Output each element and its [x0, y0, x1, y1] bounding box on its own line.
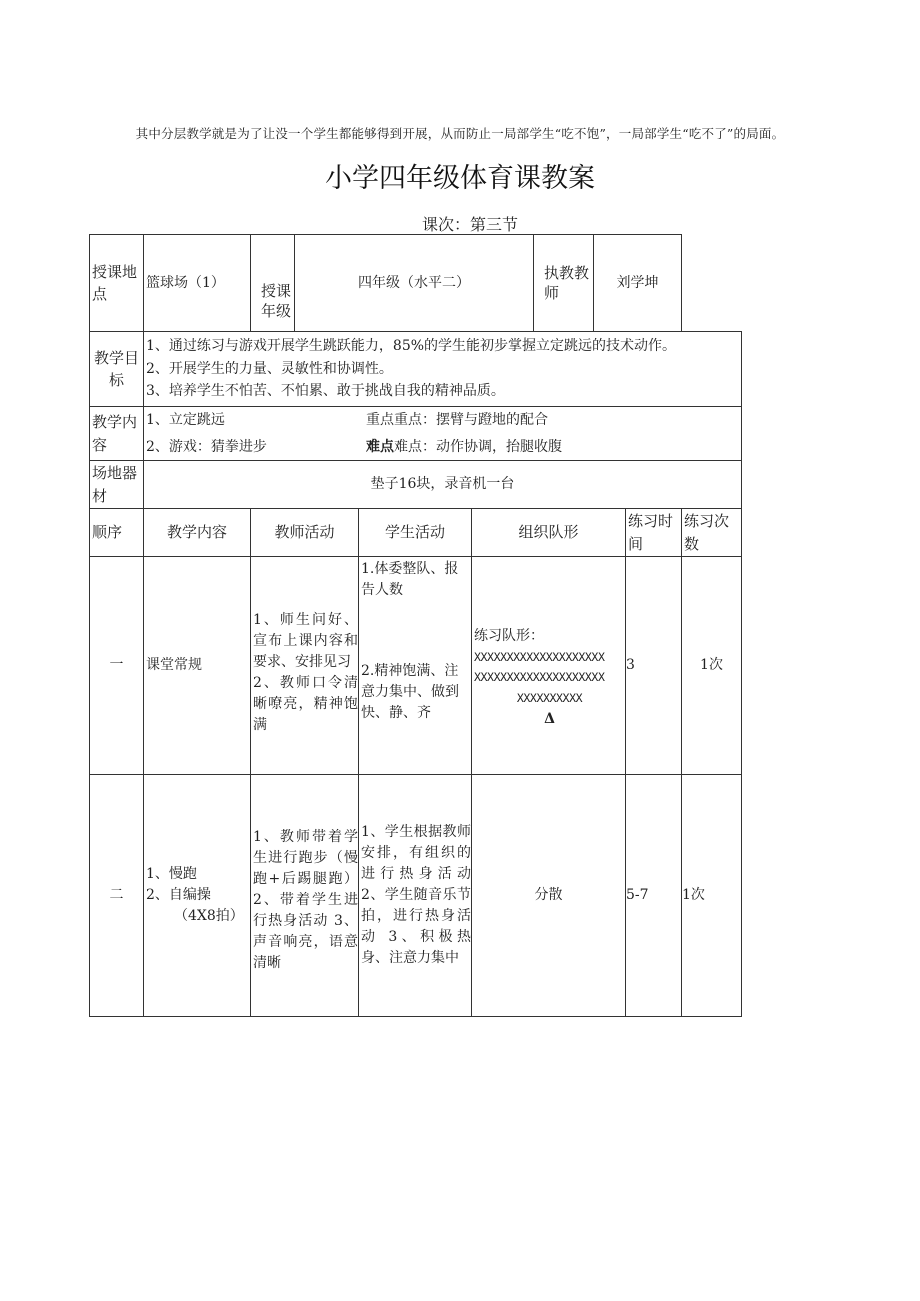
equipment-row — [90, 461, 742, 509]
equipment-label: 场地器材 — [90, 461, 144, 509]
row-teacher-activity: 1、教师带着学生进行跑步（慢跑+后踢腿跑）2、带着学生进行热身活动 3、声音响亮，语意清晰 — [251, 775, 359, 1017]
content-line: 2、自编操 — [146, 887, 211, 904]
goals-row — [90, 332, 742, 407]
teacher-value: 刘学坤 — [616, 274, 659, 291]
equipment-value: 垫子16块，录音机一台 — [144, 461, 742, 509]
row-order: 二 — [90, 775, 144, 1017]
difficulty-tag: 难点 — [366, 438, 394, 455]
goal-item: 2、开展学生的力量、灵敏性和协调性。 — [146, 360, 393, 377]
row-count: 1次 — [682, 775, 742, 1017]
intro-text: 其中分层教学就是为了让没一个学生都能够得到开展，从而防止一局部学生“吃不饱”，一局部学生“吃不了”的局面。 — [135, 126, 785, 141]
formation-line: XXXXXXXXXX — [516, 691, 583, 706]
content-item-2: 2、游戏：猜拳进步 — [146, 438, 267, 455]
content-label: 教学内容 — [90, 407, 144, 461]
content-item-1: 1、立定跳远 — [146, 412, 225, 428]
header-content: 教学内容 — [144, 509, 251, 557]
row-formation — [472, 557, 626, 775]
formation-line: XXXXXXXXXXXXXXXXXXXX — [474, 670, 605, 685]
schedule-header-row — [90, 509, 742, 557]
formation-line: XXXXXXXXXXXXXXXXXXXX — [474, 649, 605, 664]
header-student: 学生活动 — [359, 509, 472, 557]
teacher-label: 执教教师 — [534, 235, 594, 331]
grade-value: 四年级（水平二） — [295, 235, 534, 331]
row-time: 3 — [626, 557, 682, 775]
venue-value: 篮球场（1） — [144, 235, 251, 332]
key-point: 重点重点：摆臂与蹬地的配合 — [366, 412, 548, 428]
row-time: 5-7 — [626, 775, 682, 1017]
content-cell — [144, 407, 742, 461]
teacher-step: 2、教师口令清晰嘹亮，精神饱满 — [253, 674, 358, 733]
row-formation: 分散 — [472, 775, 626, 1017]
row-student-activity: 1、学生根据教师安排，有组织的进行热身活动 2、学生随音乐节拍，进行热身活动 3、积极热身、注意力集中 — [359, 775, 472, 1017]
table-row — [90, 557, 742, 775]
page-title: 小学四年级体育课教案 — [325, 163, 595, 194]
lesson-number: 课次：第三节 — [421, 215, 518, 234]
content-row — [90, 407, 742, 461]
row-count: 1次 — [682, 557, 742, 775]
header-formation: 组织队形 — [472, 509, 626, 557]
table-row — [90, 775, 742, 1017]
info-row — [90, 235, 742, 332]
header-time: 练习时间 — [626, 509, 682, 557]
lesson-plan-table — [89, 234, 742, 1017]
content-line: （4X8拍） — [174, 908, 244, 925]
row-content: 课堂常规 — [144, 557, 251, 775]
goal-item: 1、通过练习与游戏开展学生跳跃能力，85%的学生能初步掌握立定跳远的技术动作。 — [146, 337, 677, 354]
student-step: 2.精神饱满、注意力集中、做到快、静、齐 — [361, 663, 459, 722]
teacher-step: 1、师生问好、宣布上课内容和要求、安排见习 — [253, 611, 358, 670]
row-student-activity — [359, 557, 472, 775]
row-order: 一 — [90, 557, 144, 775]
header-teacher: 教师活动 — [251, 509, 359, 557]
goals-label: 教学目标 — [90, 332, 144, 407]
teacher-position-mark: Δ — [544, 710, 555, 727]
row-teacher-activity — [251, 557, 359, 775]
header-count: 练习次数 — [682, 509, 742, 557]
header-order: 顺序 — [90, 509, 144, 557]
content-line: 1、慢跑 — [146, 866, 197, 883]
row-content — [144, 775, 251, 1017]
goal-item: 3、培养学生不怕苦、不怕累、敢于挑战自我的精神品质。 — [146, 383, 505, 400]
difficult-point: 难点：动作协调，抬腿收腹 — [394, 438, 562, 455]
goals-list — [144, 332, 742, 407]
grade-label: 授课年级 — [251, 235, 295, 331]
venue-label: 授课地点 — [90, 235, 144, 332]
student-step: 1.体委整队、报告人数 — [361, 561, 459, 599]
formation-label: 练习队形： — [474, 627, 544, 644]
